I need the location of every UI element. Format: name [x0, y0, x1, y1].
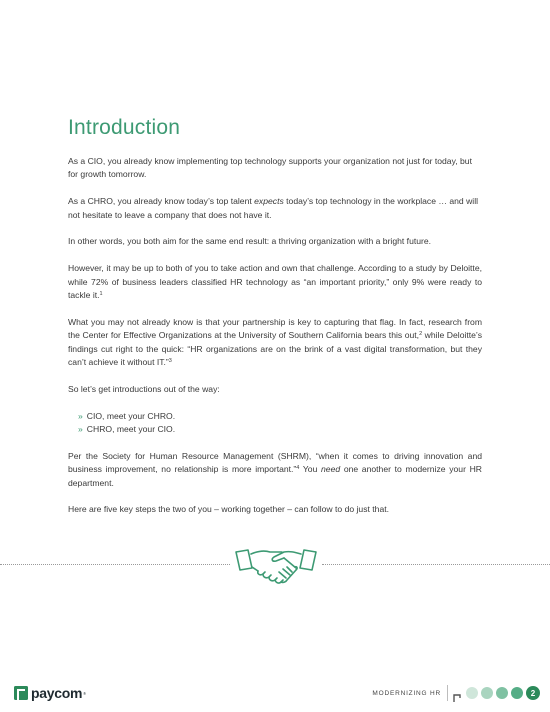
brand-name: paycom — [31, 685, 83, 701]
page-number-badge: 2 — [526, 686, 540, 700]
paragraph-8: Here are five key steps the two of you – working together – can follow to do just that. — [68, 504, 390, 515]
progress-dot-4 — [511, 687, 523, 699]
paragraph-7-text-b: You — [299, 464, 322, 475]
paycom-logo-icon — [14, 686, 28, 700]
chevron-bullet-icon: » — [78, 424, 83, 435]
list-item — [78, 423, 482, 436]
paragraph-5-text-a: What you may not already know is that your partnership is key to capturing that flag. In fact, research from the Center for Effective Organizations at the University of Southern California bears this out, — [68, 316, 482, 341]
paragraph-4-text: However, it may be up to both of you to take action and own that challenge. According to a study by Deloitte, while 72% of business leaders classified HR technology as “an important priority,” only 9% were ready to tackle it. — [68, 263, 482, 301]
paragraph-2 — [68, 195, 482, 222]
footnote-ref-2: 2 — [419, 331, 423, 338]
paragraph-2-emphasis: expects — [254, 196, 284, 207]
chevron-bullet-icon: » — [78, 410, 83, 421]
handshake-icon — [234, 542, 318, 586]
dotted-divider-left — [0, 564, 230, 565]
paragraph-2-text-b: today’s top technology in the workplace … and will not hesitate to leave a company that does not have it. — [68, 196, 479, 220]
paragraph-7 — [68, 450, 482, 490]
paragraph-7-emphasis: need — [321, 464, 341, 475]
paragraph-6: So let’s get introductions out of the way: — [68, 383, 220, 394]
progress-dot-1 — [466, 687, 478, 699]
footnote-ref-3: 3 — [168, 358, 172, 365]
section-label: MODERNIZING HR — [372, 689, 441, 697]
trademark: ® — [83, 690, 87, 696]
paragraph-4 — [68, 262, 482, 302]
page-heading: Introduction — [68, 116, 181, 139]
paragraph-5 — [68, 316, 482, 370]
paragraph-5-text-b: while Deloitte’s findings cut right to the quick: “HR organizations are on the brink of a vast digital transformation, but they can’t achieve it without IT.” — [68, 330, 482, 368]
footer-separator — [447, 685, 448, 701]
dotted-divider-right — [322, 564, 550, 565]
list-item — [78, 410, 482, 423]
intro-bullet-list — [68, 410, 482, 437]
footnote-ref-4: 4 — [296, 465, 300, 472]
paragraph-1: As a CIO, you already know implementing top technology supports your organization not just for today, but for growth tomorrow. — [68, 156, 472, 180]
body-text — [68, 155, 482, 530]
footnote-ref-1: 1 — [99, 291, 103, 298]
list-item-text: CHRO, meet your CIO. — [86, 424, 176, 435]
paycom-logo — [14, 684, 86, 702]
bracket-icon — [453, 689, 461, 697]
progress-dot-3 — [496, 687, 508, 699]
list-item-text: CIO, meet your CHRO. — [86, 410, 176, 421]
paragraph-3: In other words, you both aim for the same end result: a thriving organization with a bright future. — [68, 236, 432, 247]
paragraph-7-text-c: one another to modernize your HR department. — [68, 464, 483, 488]
progress-dot-2 — [481, 687, 493, 699]
footer-nav — [372, 684, 540, 702]
paragraph-2-text-a: As a CHRO, you already know today’s top talent — [68, 196, 255, 207]
paragraph-7-text-a: Per the Society for Human Resource Management (SHRM), “when it comes to driving innovation and business improvement, no relationship is more important.” — [68, 450, 482, 475]
